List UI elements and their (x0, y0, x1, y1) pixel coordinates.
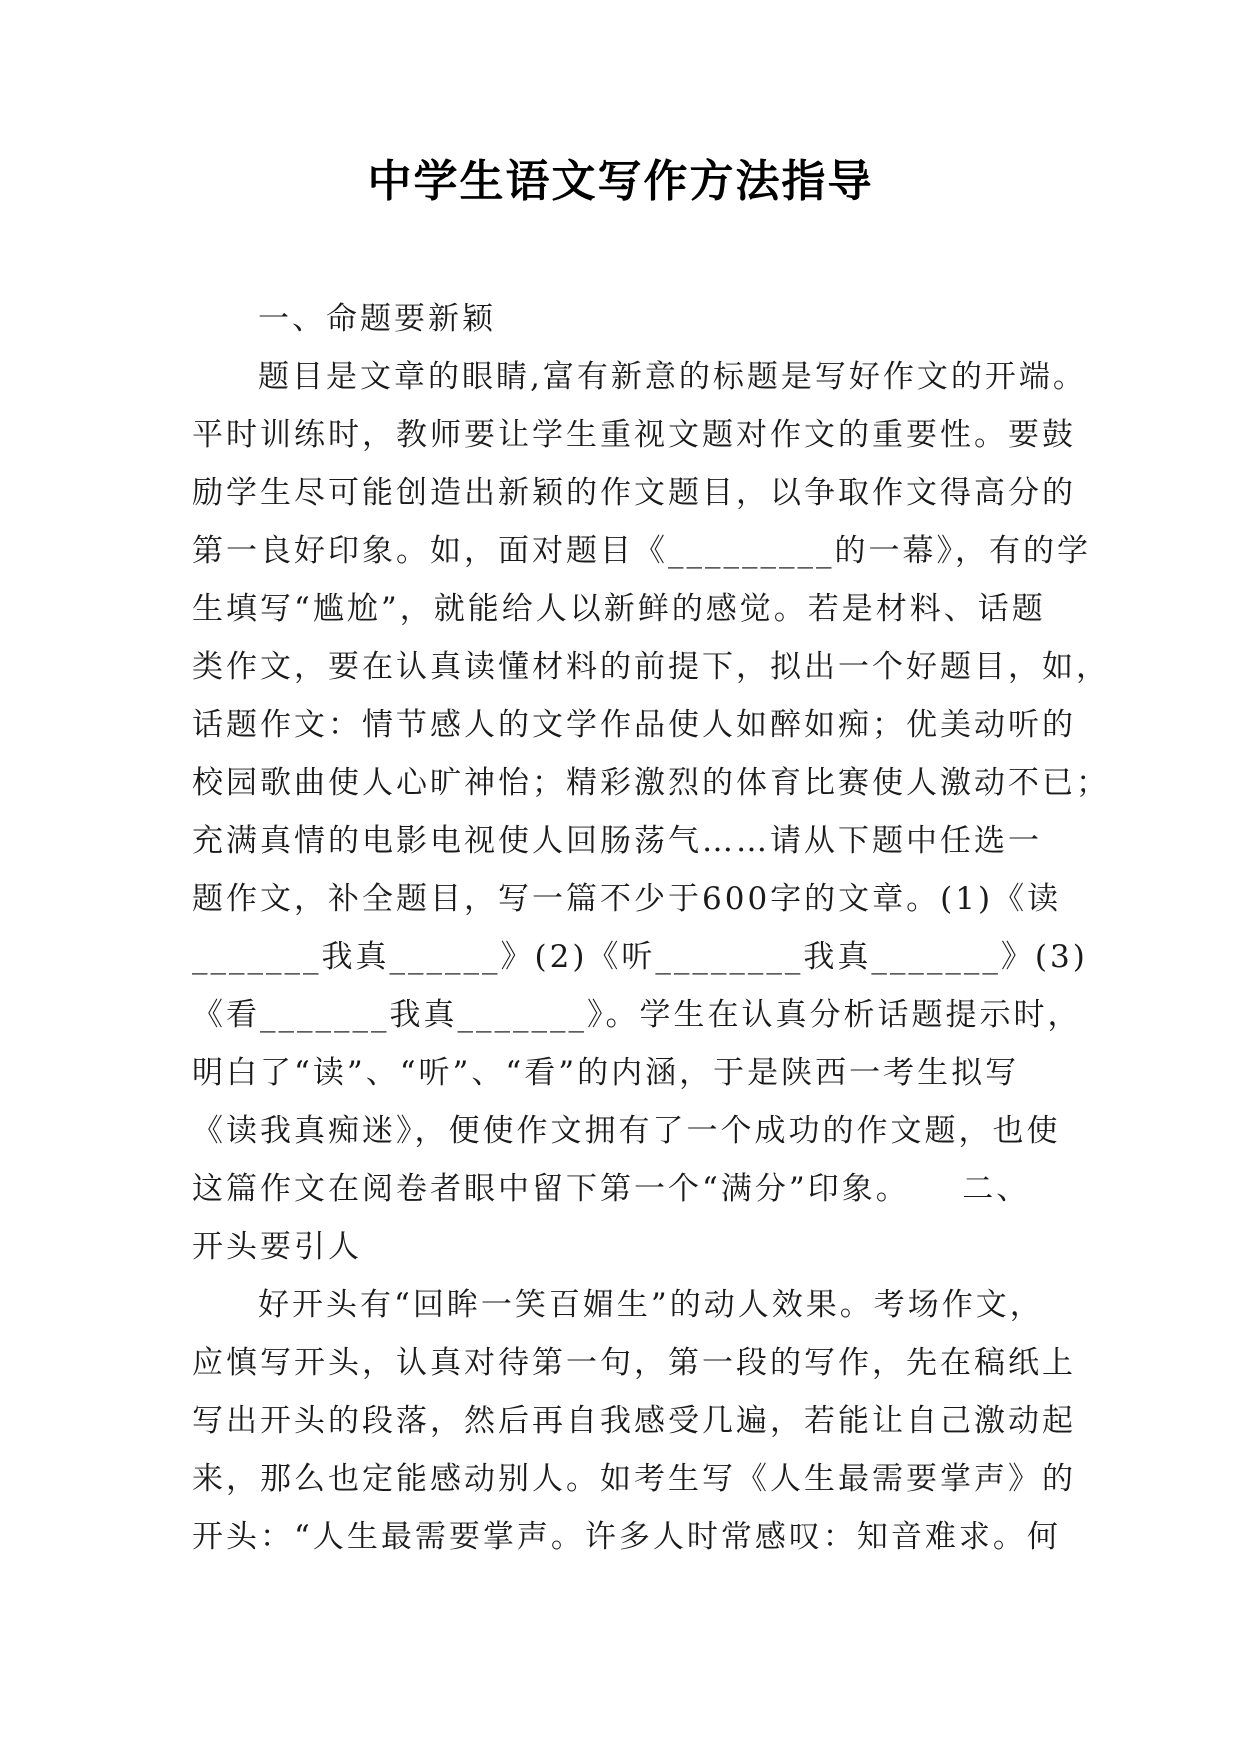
text-line: 《读我真痴迷》，便使作文拥有了一个成功的作文题，也使 (192, 1113, 1061, 1149)
text-line: 明白了“读”、“听”、“看”的内涵，于是陕西一考生拟写 (192, 1055, 1020, 1091)
text-line: 题作文，补全题目，写一篇不少于600字的文章。(1)《读 (192, 881, 1062, 917)
text-line: 开头：“人生最需要掌声。许多人时常感叹：知音难求。何 (192, 1519, 1061, 1555)
text-line: 写出开头的段落，然后再自我感受几遍，若能让自己激动起 (192, 1403, 1076, 1439)
text-line: 《看_______我真_______》。学生在认真分析话题提示时， (192, 997, 1082, 1033)
document-title: 中学生语文写作方法指导 (367, 156, 874, 207)
text-line: 这篇作文在阅卷者眼中留下第一个“满分”印象。 二、 (192, 1171, 1031, 1207)
section-heading-2: 开头要引人 (192, 1229, 362, 1265)
document-body (192, 290, 1110, 1566)
text-line: 平时训练时，教师要让学生重视文题对作文的重要性。要鼓 (192, 417, 1076, 453)
text-line: 类作文，要在认真读懂材料的前提下，拟出一个好题目，如， (192, 649, 1110, 685)
section-heading-1: 一、命题要新颖 (258, 301, 496, 337)
text-line: _______我真______》(2)《听________我真_______》(3) (192, 939, 1088, 975)
text-line: 励学生尽可能创造出新颖的作文题目，以争取作文得高分的 (192, 475, 1076, 511)
text-line: 话题作文：情节感人的文学作品使人如醉如痴；优美动听的 (192, 707, 1076, 743)
text-line: 充满真情的电影电视使人回肠荡气……请从下题中任选一 (192, 823, 1042, 859)
text-line: 生填写“尴尬”，就能给人以新鲜的感觉。若是材料、话题 (192, 591, 1046, 627)
text-line: 题目是文章的眼睛,富有新意的标题是写好作文的开端。 (258, 359, 1087, 395)
text-line: 第一良好印象。如，面对题目《_________的一幕》，有的学 (192, 533, 1091, 569)
text-line: 好开头有“回眸一笑百媚生”的动人效果。考场作文， (258, 1287, 1044, 1323)
text-line: 校园歌曲使人心旷神怡；精彩激烈的体育比赛使人激动不已； (192, 765, 1110, 801)
text-line: 来，那么也定能感动别人。如考生写《人生最需要掌声》的 (192, 1461, 1076, 1497)
text-line: 应慎写开头，认真对待第一句，第一段的写作，先在稿纸上 (192, 1345, 1076, 1381)
